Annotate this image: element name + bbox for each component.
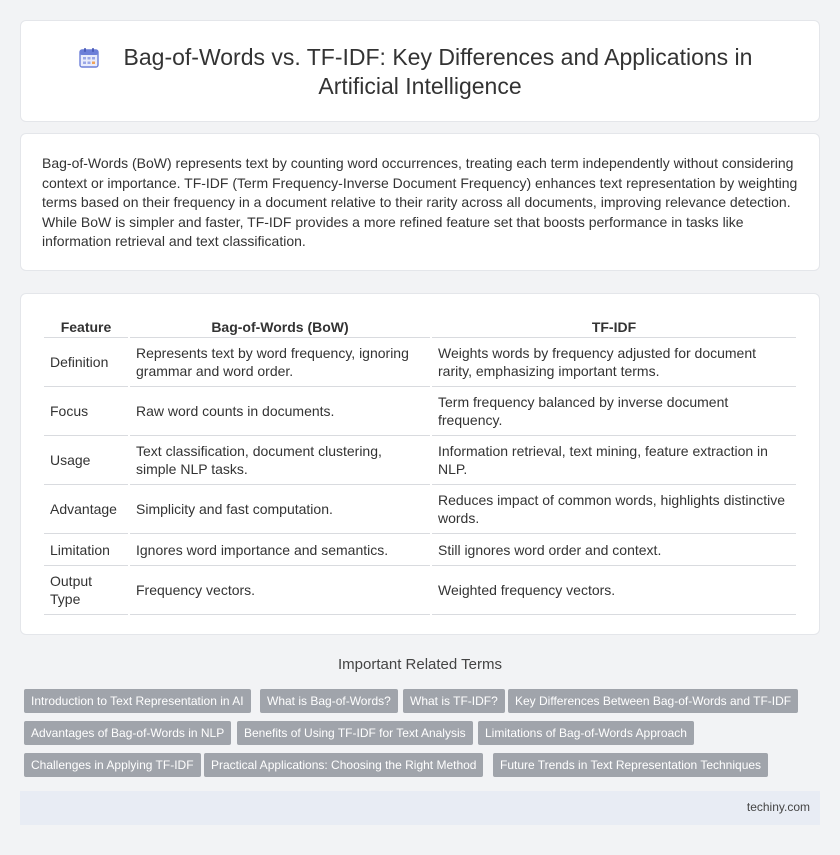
cell-bow: Ignores word importance and semantics. <box>130 534 430 566</box>
cell-feature: Usage <box>44 436 128 485</box>
related-term-tag[interactable]: Introduction to Text Representation in AI <box>24 689 251 713</box>
header-card <box>20 20 820 122</box>
related-term-tag[interactable]: Challenges in Applying TF-IDF <box>24 753 201 777</box>
related-term-tag[interactable]: What is Bag-of-Words? <box>260 689 398 713</box>
header-bow: Bag-of-Words (BoW) <box>130 314 430 338</box>
cell-bow: Represents text by word frequency, ignoring grammar and word order. <box>130 338 430 387</box>
comparison-card <box>20 293 820 635</box>
cell-tfidf: Reduces impact of common words, highlights distinctive words. <box>432 485 796 534</box>
related-terms-title: Important Related Terms <box>338 656 502 673</box>
cell-tfidf: Still ignores word order and context. <box>432 534 796 566</box>
table-row <box>44 436 796 485</box>
intro-card <box>20 133 820 271</box>
cell-bow: Raw word counts in documents. <box>130 387 430 436</box>
cell-tfidf: Weighted frequency vectors. <box>432 566 796 615</box>
cell-tfidf: Weights words by frequency adjusted for document rarity, emphasizing important terms. <box>432 338 796 387</box>
cell-feature: Advantage <box>44 485 128 534</box>
related-term-tag[interactable]: Future Trends in Text Representation Techniques <box>493 753 768 777</box>
cell-feature: Output Type <box>44 566 128 615</box>
related-term-tag[interactable]: Key Differences Between Bag-of-Words and TF-IDF <box>508 689 798 713</box>
related-term-tag[interactable]: What is TF-IDF? <box>403 689 505 713</box>
related-term-tag[interactable]: Benefits of Using TF-IDF for Text Analysis <box>237 721 473 745</box>
cell-feature: Focus <box>44 387 128 436</box>
header-feature: Feature <box>44 314 128 338</box>
table-row <box>44 534 796 566</box>
related-term-tag[interactable]: Practical Applications: Choosing the Right Method <box>204 753 483 777</box>
page-title-line2: Artificial Intelligence <box>318 73 522 99</box>
table-row <box>44 566 796 615</box>
related-term-tag[interactable]: Advantages of Bag-of-Words in NLP <box>24 721 231 745</box>
intro-paragraph: Bag-of-Words (BoW) represents text by counting word occurrences, treating each term independently without considering context or importance. TF-IDF (Term Frequency-Inverse Document Frequency) enhances text representation by weighting terms based on their frequency in a document relative to their rarity across all documents, improving relevance detection. While BoW is simpler and faster, TF-IDF provides a more refined feature set that boosts performance in tasks like information retrieval and text classification. <box>42 155 798 250</box>
cell-bow: Text classification, document clustering, simple NLP tasks. <box>130 436 430 485</box>
cell-tfidf: Information retrieval, text mining, feature extraction in NLP. <box>432 436 796 485</box>
table-row <box>44 485 796 534</box>
page-title <box>21 43 819 101</box>
page-title-line1: Bag-of-Words vs. TF-IDF: Key Differences and Applications in <box>123 44 753 70</box>
table-row <box>44 338 796 387</box>
related-term-tag[interactable]: Limitations of Bag-of-Words Approach <box>478 721 694 745</box>
cell-tfidf: Term frequency balanced by inverse document frequency. <box>432 387 796 436</box>
footer-site-link[interactable]: techiny.com <box>746 800 810 814</box>
cell-feature: Definition <box>44 338 128 387</box>
cell-bow: Frequency vectors. <box>130 566 430 615</box>
cell-bow: Simplicity and fast computation. <box>130 485 430 534</box>
cell-feature: Limitation <box>44 534 128 566</box>
header-tfidf: TF-IDF <box>432 314 796 338</box>
comparison-table <box>42 314 798 615</box>
footer <box>20 791 820 825</box>
table-row <box>44 387 796 436</box>
table-header-row <box>44 314 796 338</box>
